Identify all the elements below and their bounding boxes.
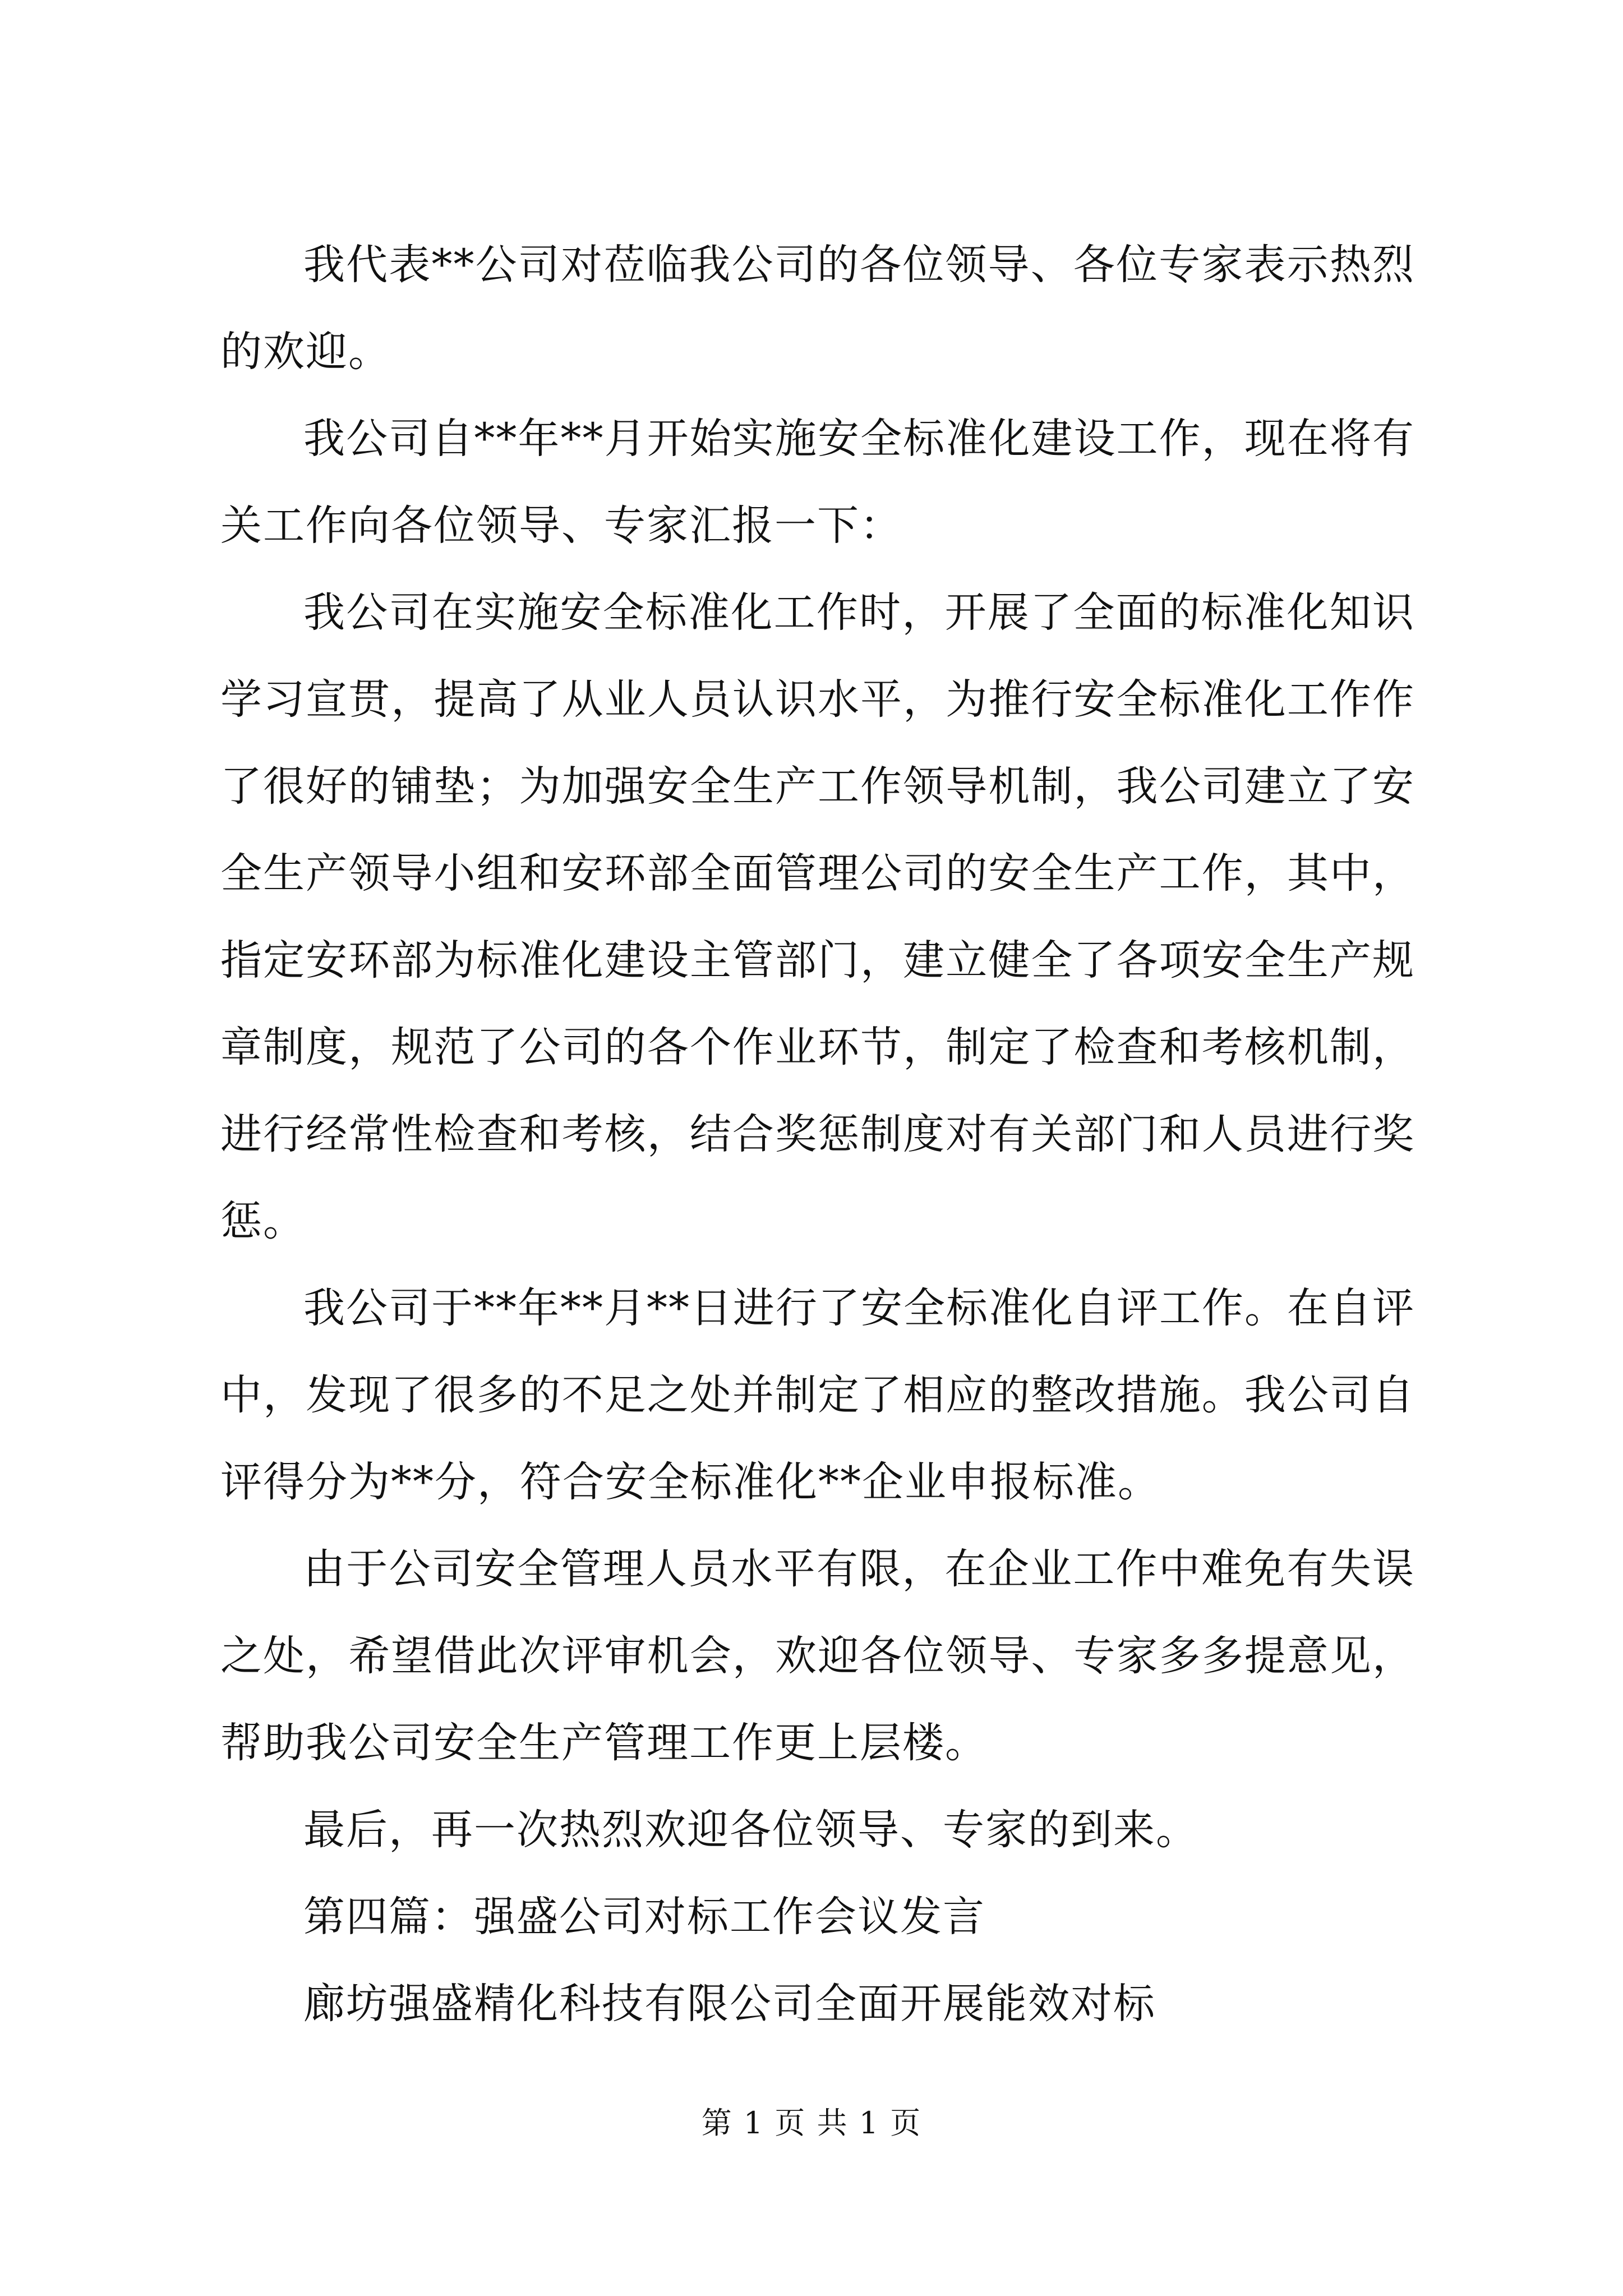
paragraph-welcome: 我代表**公司对莅临我公司的各位领导、各位专家表示热烈的欢迎。 [220, 241, 1415, 376]
paragraph-self-evaluation: 我公司于**年**月**日进行了安全标准化自评工作。在自评中，发现了很多的不足之处并制定了相应的整改措施。我公司自评得分为**分，符合安全标准化**企业申报标准。 [220, 1284, 1415, 1506]
paragraph-company-benchmark: 廊坊强盛精化科技有限公司全面开展能效对标 [303, 1980, 1156, 2028]
page-footer: 第 1 页 共 1 页 [701, 2105, 922, 2141]
document-body [220, 222, 1415, 2047]
paragraph-closing: 最后，再一次热烈欢迎各位领导、专家的到来。 [303, 1806, 1198, 1854]
paragraph-intro: 我公司自**年**月开始实施安全标准化建设工作，现在将有关工作向各位领导、专家汇报一下： [220, 415, 1415, 550]
paragraph-implementation: 我公司在实施安全标准化工作时，开展了全面的标准化知识学习宣贯，提高了从业人员认识水平，为推行安全标准化工作作了很好的铺垫；为加强安全生产工作领导机制，我公司建立了安全生产领导小组和安环部全面管理公司的安全生产工作，其中，指定安环部为标准化建设主管部门，建立健全了各项安全生产规章制度，规范了公司的各个作业环节，制定了检查和考核机制，进行经常性检查和考核，结合奖惩制度对有关部门和人员进行奖惩。 [220, 588, 1415, 1245]
section-heading: 第四篇：强盛公司对标工作会议发言 [303, 1893, 985, 1941]
paragraph-request-feedback: 由于公司安全管理人员水平有限，在企业工作中难免有失误之处，希望借此次评审机会，欢迎各位领导、专家多多提意见，帮助我公司安全生产管理工作更上层楼。 [220, 1545, 1415, 1767]
